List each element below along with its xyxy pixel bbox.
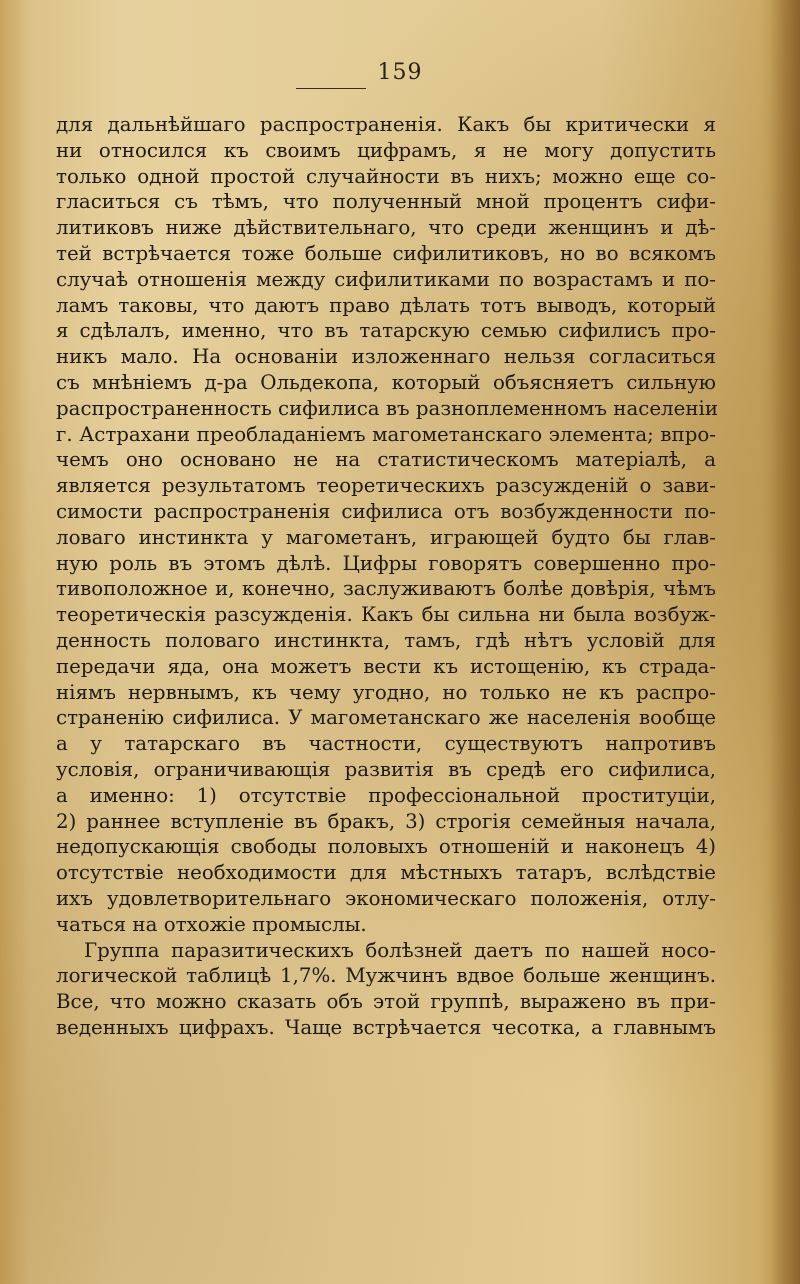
text-line: только одной простой случайности въ нихъ; можно еще со- [56,164,716,188]
text-line: является результатомъ теоретическихъ разсужденій о зави- [56,474,716,498]
text-line: а именно: 1) отсутствіе профессіональной проституціи, [56,783,716,807]
text-line: страненію сифилиса. У магометанскаго же населенія вообще [56,706,716,730]
text-line: ніямъ нервнымъ, къ чему угодно, но только не къ распро- [56,680,716,704]
paragraph [56,112,719,938]
text-line: а у татарскаго въ частности, существуютъ напротивъ [56,732,716,756]
text-line: распространенность сифилиса въ разноплеменномъ населеніи [56,396,719,420]
text-line: условія, ограничивающія развитія въ средѣ его сифилиса, [56,757,716,781]
text-line: 2) раннее вступленіе въ бракъ, 3) строгія семейныя начала, [56,809,716,833]
text-line: съ мнѣніемъ д-ра Ольдекопа, который объясняетъ сильную [56,370,716,394]
text-line: чемъ оно основано не на статистическомъ матеріалѣ, а [56,448,716,472]
paragraph [56,938,716,1041]
text-line: для дальнѣйшаго распространенія. Какъ бы критически я [56,113,716,136]
text-line: я сдѣлалъ, именно, что въ татарскую семью сифилисъ про- [56,319,716,343]
page-number-underline [296,88,366,89]
text-line: денность половаго инстинкта, тамъ, гдѣ нѣтъ условій для [56,628,716,652]
body-text [56,112,719,1041]
text-line: г. Астрахани преобладаніемъ магометанскаго элемента; впро- [56,422,716,446]
page-edge-shadow [770,0,800,1284]
text-line: теоретическія разсужденія. Какъ бы сильна ни была возбуж- [56,603,716,627]
text-line: логической таблицѣ 1,7%. Мужчинъ вдвое больше женщинъ. [56,964,716,988]
text-line: никъ мало. На основаніи изложеннаго нельзя согласиться [56,345,716,369]
text-line: Группа паразитическихъ болѣзней даетъ по нашей носо- [84,938,716,962]
text-line: передачи яда, она можетъ вести къ истощенію, къ страда- [56,654,716,678]
text-line: чаться на отхожіе промыслы. [56,912,367,936]
text-line: Все, что можно сказать объ этой группѣ, выражено въ при- [56,990,716,1014]
page-number: 159 [377,60,423,85]
text-line: тивоположное и, конечно, заслуживаютъ болѣе довѣрія, чѣмъ [56,577,716,601]
text-line: ную роль въ этомъ дѣлѣ. Цифры говорятъ совершенно про- [56,551,716,575]
text-line: ламъ таковы, что даютъ право дѣлать тотъ выводъ, который [56,293,716,317]
text-line: ловаго инстинкта у магометанъ, играющей будто бы глав- [56,525,716,549]
text-line: симости распространенія сифилиса отъ возбужденности по- [56,499,716,523]
text-line: гласиться съ тѣмъ, что полученный мной процентъ сифи- [56,190,716,214]
text-line: тей встрѣчается тоже больше сифилитиковъ, но во всякомъ [56,241,716,265]
text-line: веденныхъ цифрахъ. Чаще встрѣчается чесотка, а главнымъ [56,1015,716,1039]
text-line: ихъ удовлетворительнаго экономическаго положенія, отлу- [56,886,716,910]
text-line: ни относился къ своимъ цифрамъ, я не могу допустить [56,138,716,162]
text-line: отсутствіе необходимости для мѣстныхъ татаръ, вслѣдствіе [56,861,716,885]
text-line: недопускающія свободы половыхъ отношеній и наконецъ 4) [56,835,716,859]
text-line: литиковъ ниже дѣйствительнаго, что среди женщинъ и дѣ- [56,216,716,240]
text-line: случаѣ отношенія между сифилитиками по возрастамъ и по- [56,267,716,291]
